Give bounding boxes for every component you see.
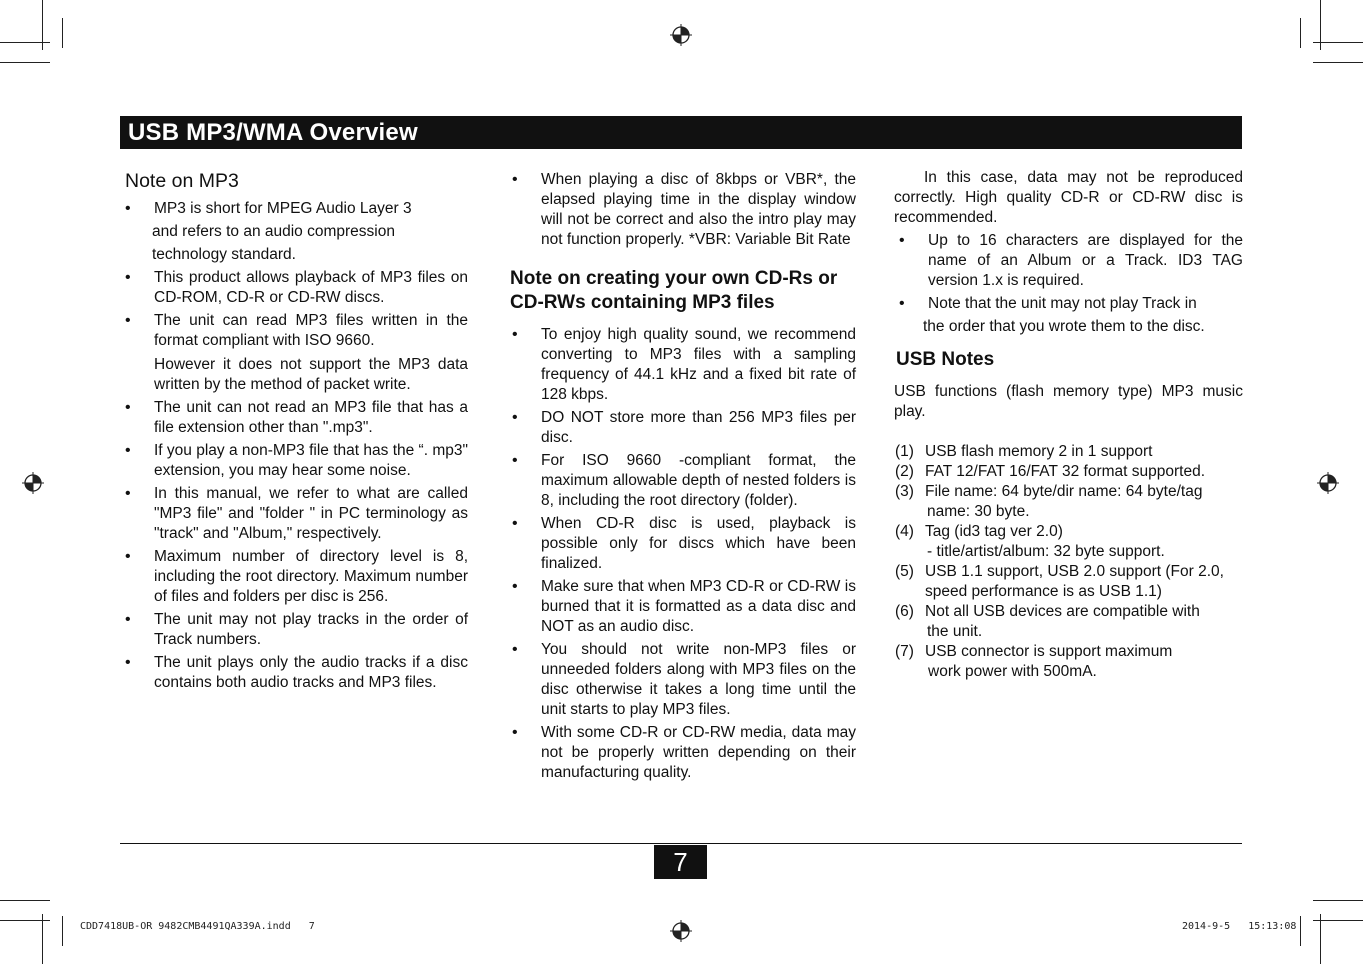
tag-bullet-list — [894, 231, 1243, 314]
registration-mark-icon — [22, 472, 44, 494]
list-item: (5) USB 1.1 support, USB 2.0 support (For 2.0, speed performance is as USB 1.1) — [895, 563, 1224, 600]
list-item: • When playing a disc of 8kbps or VBR*, the elapsed playing time in the display window will not be correct and also the intro play may not function properly. *VBR: Variable Bit Rate — [507, 170, 856, 250]
list-number: (6) — [895, 603, 914, 620]
list-item: • The unit may not play tracks in the order of Track numbers. — [120, 610, 468, 650]
column-note-on-mp3 — [120, 170, 468, 696]
timestamp-slug: 2014-9-5 15:13:08 — [1182, 921, 1297, 932]
list-item: • Make sure that when MP3 CD-R or CD-RW is burned that it is formatted as a data disc and NOT as an audio disc. — [507, 577, 856, 637]
column-creating-cds — [507, 170, 856, 786]
list-item: • In this manual, we refer to what are called "MP3 file" and "folder " in PC terminology as "track" and "Album," respectively. — [120, 484, 468, 544]
heading-usb-notes: USB Notes — [896, 349, 995, 370]
list-item: (6) Not all USB devices are compatible with the unit. — [895, 603, 1200, 640]
heading-note-on-mp3: Note on MP3 — [125, 170, 239, 192]
list-item: • With some CD-R or CD-RW media, data may not be properly written depending on their manufacturing quality. — [507, 723, 856, 783]
mp3-bullet-list — [120, 268, 468, 693]
crop-mark — [0, 62, 50, 63]
crop-mark — [1320, 914, 1321, 964]
list-number: (7) — [895, 643, 914, 660]
list-item: • This product allows playback of MP3 files on CD-ROM, CD-R or CD-RW discs. — [120, 268, 468, 308]
list-item: • Note that the unit may not play Track in — [894, 294, 1243, 314]
bottom-divider — [120, 843, 1242, 844]
crop-mark — [0, 900, 50, 901]
list-item: (1) USB flash memory 2 in 1 support — [895, 443, 1153, 460]
list-number: (3) — [895, 483, 914, 500]
crop-mark — [1300, 916, 1301, 946]
list-item: (7) USB connector is support maximum work power with 500mA. — [895, 643, 1173, 680]
list-item-note: However it does not support the MP3 data written by the method of packet write. — [154, 356, 468, 393]
list-item-continuation: the order that you wrote them to the disc. — [923, 318, 1205, 335]
playback-bullet-list — [507, 170, 856, 250]
crop-mark — [1313, 900, 1363, 901]
crop-mark — [42, 0, 43, 50]
list-item: • To enjoy high quality sound, we recommend converting to MP3 files with a sampling frequency of 44.1 kHz and a fixed bit rate of 128 kbps. — [507, 325, 856, 405]
crop-mark — [42, 914, 43, 964]
registration-mark-icon — [1317, 472, 1339, 494]
crop-mark — [62, 916, 63, 946]
list-item: • DO NOT store more than 256 MP3 files per disc. — [507, 408, 856, 448]
intro-continuation: and refers to an audio compression technology standard. — [152, 223, 395, 263]
section-title-bar — [120, 116, 1242, 149]
file-info-slug: CDD7418UB-OR 9482CMB4491QA339A.indd 7 — [80, 921, 315, 932]
list-item: • For ISO 9660 -compliant format, the maximum allowable depth of nested folders is 8, including the root directory (folder). — [507, 451, 856, 511]
list-item: • Maximum number of directory level is 8, including the root directory. Maximum number of files and folders per disc is 256. — [120, 547, 468, 607]
list-item: • If you play a non-MP3 file that has the “. mp3" extension, you may hear some noise. — [120, 441, 468, 481]
paragraph-reproduction: In this case, data may not be reproduced correctly. High quality CD-R or CD-RW disc is recommended. — [894, 169, 1243, 226]
list-item: (2) FAT 12/FAT 16/FAT 32 format supported. — [895, 463, 1206, 480]
mp3-bullet-list — [120, 199, 468, 219]
list-number: (2) — [895, 463, 914, 480]
heading-creating-cds: Note on creating your own CD-Rs or CD-RWs containing MP3 files — [510, 268, 838, 313]
list-item: (3) File name: 64 byte/dir name: 64 byte/tag name: 30 byte. — [895, 483, 1203, 520]
crop-mark — [1313, 62, 1363, 63]
list-item: • Up to 16 characters are displayed for the name of an Album or a Track. ID3 TAG version 1.x is required. — [894, 231, 1243, 291]
registration-mark-icon — [670, 920, 692, 942]
list-number: (1) — [895, 443, 914, 460]
list-number: (5) — [895, 563, 914, 580]
list-item: • The unit can not read an MP3 file that has a file extension other than ".mp3". — [120, 398, 468, 438]
usb-intro: USB functions (flash memory type) MP3 music play. — [894, 383, 1243, 420]
crop-mark — [1320, 0, 1321, 50]
list-item: • You should not write non-MP3 files or unneeded folders along with MP3 files on the disc otherwise it takes a long time until the unit starts to play MP3 files. — [507, 640, 856, 720]
crop-mark — [1300, 18, 1301, 48]
column-usb-notes — [894, 168, 1243, 682]
list-item: • When CD-R disc is used, playback is possible only for discs which have been finalized. — [507, 514, 856, 574]
creating-bullet-list — [507, 325, 856, 783]
list-number: (4) — [895, 523, 914, 540]
list-item: (4) Tag (id3 tag ver 2.0) - title/artist/album: 32 byte support. — [895, 523, 1165, 560]
page-title: USB MP3/WMA Overview — [128, 119, 418, 146]
page-number: 7 — [654, 845, 707, 879]
list-item: • The unit can read MP3 files written in the format compliant with ISO 9660. However it does not support the MP3 data written by the method of packet write. — [120, 311, 468, 395]
list-item: • The unit plays only the audio tracks if a disc contains both audio tracks and MP3 files. — [120, 653, 468, 693]
usb-numbered-list — [894, 442, 1243, 682]
crop-mark — [62, 18, 63, 48]
list-item: • MP3 is short for MPEG Audio Layer 3 — [120, 199, 468, 219]
registration-mark-icon — [670, 24, 692, 46]
